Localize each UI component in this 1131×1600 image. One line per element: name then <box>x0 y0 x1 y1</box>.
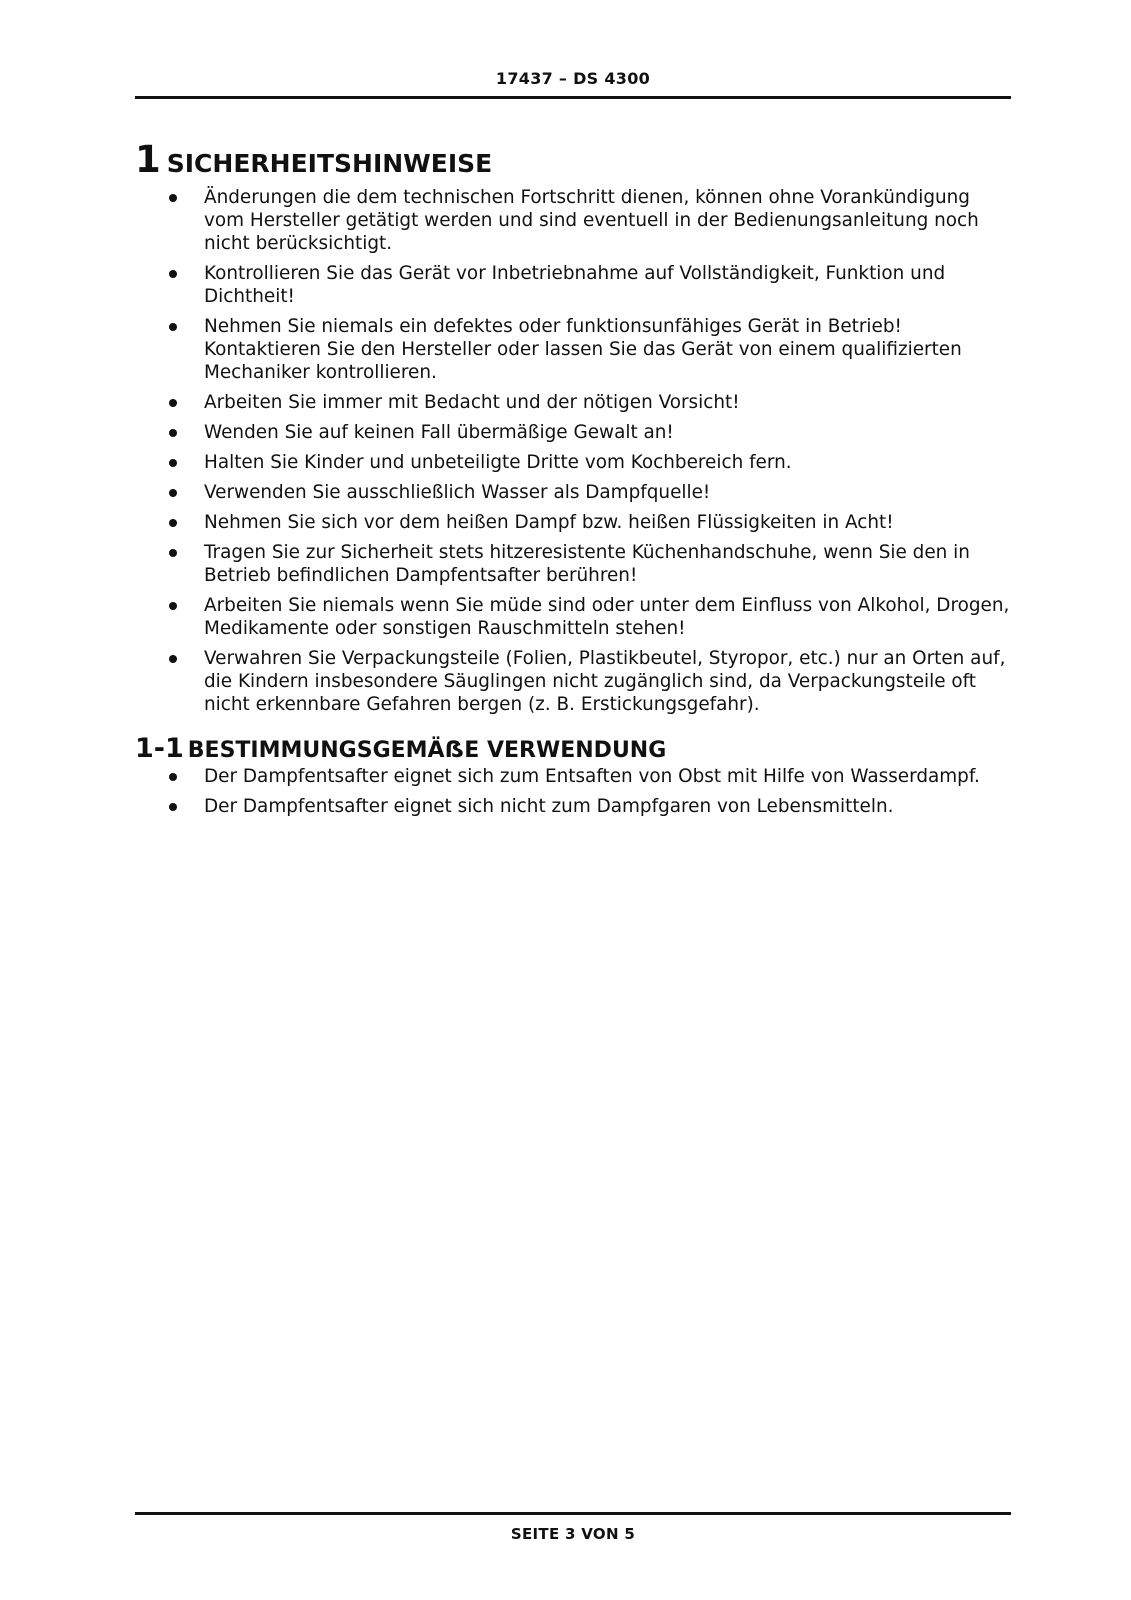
bullet-icon <box>169 323 177 331</box>
safety-notes-list <box>135 186 1015 716</box>
list-item <box>135 594 1015 640</box>
list-item-text: Arbeiten Sie immer mit Bedacht und der nötigen Vorsicht! <box>204 392 740 413</box>
bullet-icon <box>169 270 177 278</box>
bullet-icon <box>169 655 177 663</box>
section-number: 1-1 <box>135 733 184 764</box>
list-item-text: Arbeiten Sie niemals wenn Sie müde sind oder unter dem Einfluss von Alkohol, Drogen, Medikamente oder sonstigen Rauschmitteln stehen! <box>204 595 1010 639</box>
list-item <box>135 647 1015 716</box>
bullet-icon <box>169 803 177 811</box>
list-item-text: Nehmen Sie niemals ein defektes oder funktionsunfähiges Gerät in Betrieb! Kontaktieren Sie den Hersteller oder lassen Sie das Gerät von einem qualifizierten Mechaniker kontrollieren. <box>204 316 962 383</box>
bullet-icon <box>169 519 177 527</box>
list-item-text: Der Dampfentsafter eignet sich zum Entsaften von Obst mit Hilfe von Wasserdampf. <box>204 766 980 788</box>
list-item <box>135 391 1015 414</box>
list-item <box>135 315 1015 384</box>
document-id: 17437 – DS 4300 <box>495 69 651 88</box>
list-item <box>135 451 1015 474</box>
list-item-text: Verwenden Sie ausschließlich Wasser als Dampfquelle! <box>204 482 711 503</box>
list-item <box>135 511 1015 534</box>
list-item-text: Nehmen Sie sich vor dem heißen Dampf bzw. heißen Flüssigkeiten in Acht! <box>204 512 894 533</box>
bullet-icon <box>169 194 177 202</box>
bullet-icon <box>169 429 177 437</box>
list-item-text: Halten Sie Kinder und unbeteiligte Dritte vom Kochbereich fern. <box>204 452 792 473</box>
section-title: BESTIMMUNGSGEMÄẞE VERWENDUNG <box>187 738 667 763</box>
page-header <box>135 66 1011 99</box>
list-item <box>135 186 1015 255</box>
section-number: 1 <box>135 138 161 181</box>
list-item <box>135 421 1015 444</box>
list-item-text: Kontrollieren Sie das Gerät vor Inbetriebnahme auf Vollständigkeit, Funktion und Dichtheit! <box>204 263 946 307</box>
list-item <box>135 795 1015 818</box>
list-item-text: Wenden Sie auf keinen Fall übermäßige Gewalt an! <box>204 422 674 443</box>
list-item <box>135 262 1015 308</box>
bullet-icon <box>169 489 177 497</box>
list-item-text: Der Dampfentsafter eignet sich nicht zum Dampfgaren von Lebensmitteln. <box>204 796 894 818</box>
bullet-icon <box>169 602 177 610</box>
bullet-icon <box>169 399 177 407</box>
list-item-text: Tragen Sie zur Sicherheit stets hitzeresistente Küchenhandschuhe, wenn Sie den in Betrieb befindlichen Dampfentsafter berühren! <box>204 542 970 586</box>
section-heading-intended-use <box>135 733 1015 765</box>
list-item <box>135 541 1015 587</box>
bullet-icon <box>169 459 177 467</box>
list-item <box>135 765 1015 788</box>
list-item <box>135 481 1015 504</box>
page-content <box>135 138 1015 825</box>
list-item-text: Änderungen die dem technischen Fortschritt dienen, können ohne Vorankündigung vom Hersteller getätigt werden und sind eventuell in der Bedienungsanleitung noch nicht berücksichtigt. <box>204 187 979 254</box>
bullet-icon <box>169 549 177 557</box>
intended-use-list <box>135 765 1015 818</box>
section-title: SICHERHEITSHINWEISE <box>166 149 493 178</box>
list-item-text: Verwahren Sie Verpackungsteile (Folien, Plastikbeutel, Styropor, etc.) nur an Orten auf, die Kindern insbesondere Säuglingen nicht zugänglich sind, da Verpackungsteile oft nicht erkennbare Gefahren bergen (z. B. Erstickungsgefahr). <box>204 648 1006 715</box>
page-footer <box>135 1512 1011 1543</box>
page-number: SEITE 3 VON 5 <box>510 1525 636 1543</box>
bullet-icon <box>169 773 177 781</box>
section-heading-safety <box>135 138 1015 186</box>
